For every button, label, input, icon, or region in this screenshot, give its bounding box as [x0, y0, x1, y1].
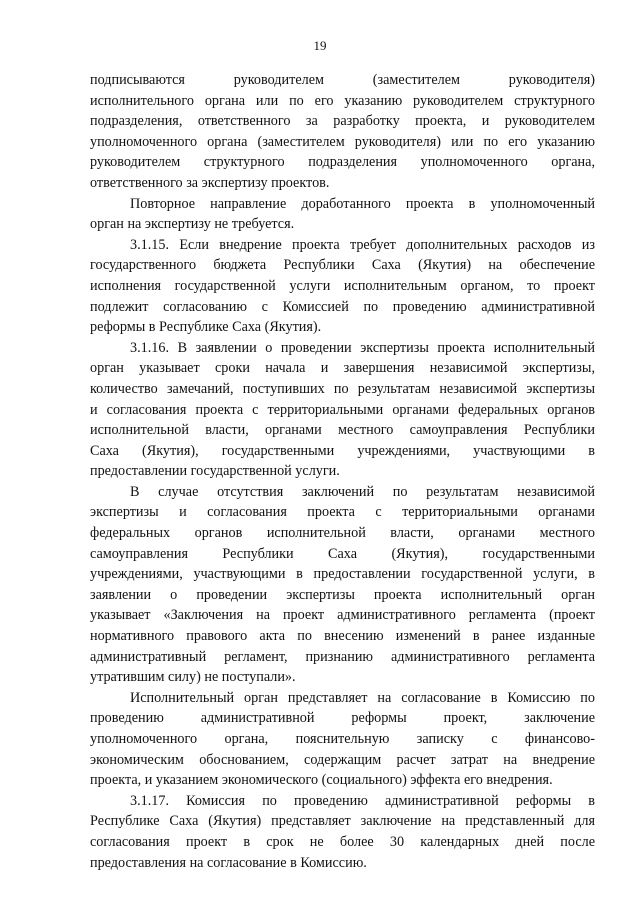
text-line: нормативного правового акта по внесению изменений в ранее изданные [90, 628, 595, 645]
text-line: 3.1.16. В заявлении о проведении экспертизы проекта исполнительный [130, 339, 595, 356]
text-line: 3.1.17. Комиссия по проведению административной реформы в [130, 792, 595, 809]
text-line: указывает «Заключения на проект административного регламента (проект [90, 607, 595, 624]
text-line: самоуправления Республики Саха (Якутия), государственными [90, 545, 595, 562]
paragraph [90, 482, 595, 688]
text-line: предоставления на согласование в Комиссию. [90, 854, 367, 871]
text-line: руководителем структурного подразделения уполномоченного органа, [90, 154, 595, 171]
text-line: экспертизы и согласования проекта с территориальными органами [90, 504, 595, 521]
text-line: исполнительного органа или по его указанию руководителем структурного [90, 92, 595, 109]
text-line: Саха (Якутия), государственными учреждениями, участвующими в [90, 442, 595, 459]
paragraph [90, 338, 595, 482]
text-line: подписываются руководителем (заместителем руководителя) [90, 72, 595, 88]
text-line: согласования проект в срок не более 30 календарных дней после [90, 833, 595, 850]
text-line: государственного бюджета Республики Саха (Якутия) на обеспечение [90, 257, 595, 274]
text-line: проекта, и указанием экономического (социального) эффекта его внедрения. [90, 772, 553, 789]
text-line: и согласования проекта с территориальными органами федеральных органов [90, 401, 595, 418]
text-line: количество замечаний, поступивших по результатам независимой экспертизы [90, 380, 595, 397]
text-line: исполнительной власти, органами местного самоуправления Республики [90, 422, 595, 439]
text-line: В случае отсутствия заключений по результатам независимой [130, 483, 595, 500]
paragraph [90, 70, 595, 194]
text-line: уполномоченного органа, пояснительную записку с финансово- [90, 731, 595, 747]
page-number: 19 [313, 38, 327, 53]
paragraph [90, 235, 595, 338]
text-line: реформы в Республике Саха (Якутия). [90, 319, 322, 336]
text-line: учреждениями, участвующими в предоставлении государственной услуги, в [90, 566, 595, 583]
text-line: предоставлении государственной услуги. [90, 463, 340, 480]
text-line: исполнения государственной услуги исполнительным органом, то проект [90, 277, 595, 294]
text-line: орган указывает сроки начала и завершения независимой экспертизы, [90, 360, 595, 377]
paragraph [90, 688, 595, 791]
paragraph [90, 791, 595, 873]
text-line: экономическим обоснованием, содержащим расчет затрат на внедрение [90, 751, 595, 768]
text-line: Исполнительный орган представляет на согласование в Комиссию по [130, 689, 595, 706]
text-line: федеральных органов исполнительной власти, органами местного [90, 525, 595, 542]
text-line: подразделения, ответственного за разработку проекта, и руководителем [90, 113, 595, 130]
document-body [90, 70, 595, 873]
text-line: подлежит согласованию с Комиссией по проведению административной [90, 298, 595, 315]
text-line: 3.1.15. Если внедрение проекта требует дополнительных расходов из [130, 236, 595, 253]
text-line: ответственного за экспертизу проектов. [90, 174, 330, 191]
text-line: проведению административной реформы проект, заключение [90, 710, 595, 727]
text-line: уполномоченного органа (заместителем руководителя) или по его указанию [90, 133, 595, 150]
text-line: административный регламент, признанию административного регламента [90, 648, 595, 665]
text-line: Республике Саха (Якутия) представляет заключение на представленный для [90, 813, 595, 830]
text-line: заявлении о проведении экспертизы проекта исполнительный орган [90, 586, 595, 603]
text-line: орган на экспертизу не требуется. [90, 216, 295, 233]
text-line: утратившим силу) не поступали». [90, 669, 296, 686]
paragraph [90, 194, 595, 235]
text-line: Повторное направление доработанного проекта в уполномоченный [130, 195, 595, 212]
